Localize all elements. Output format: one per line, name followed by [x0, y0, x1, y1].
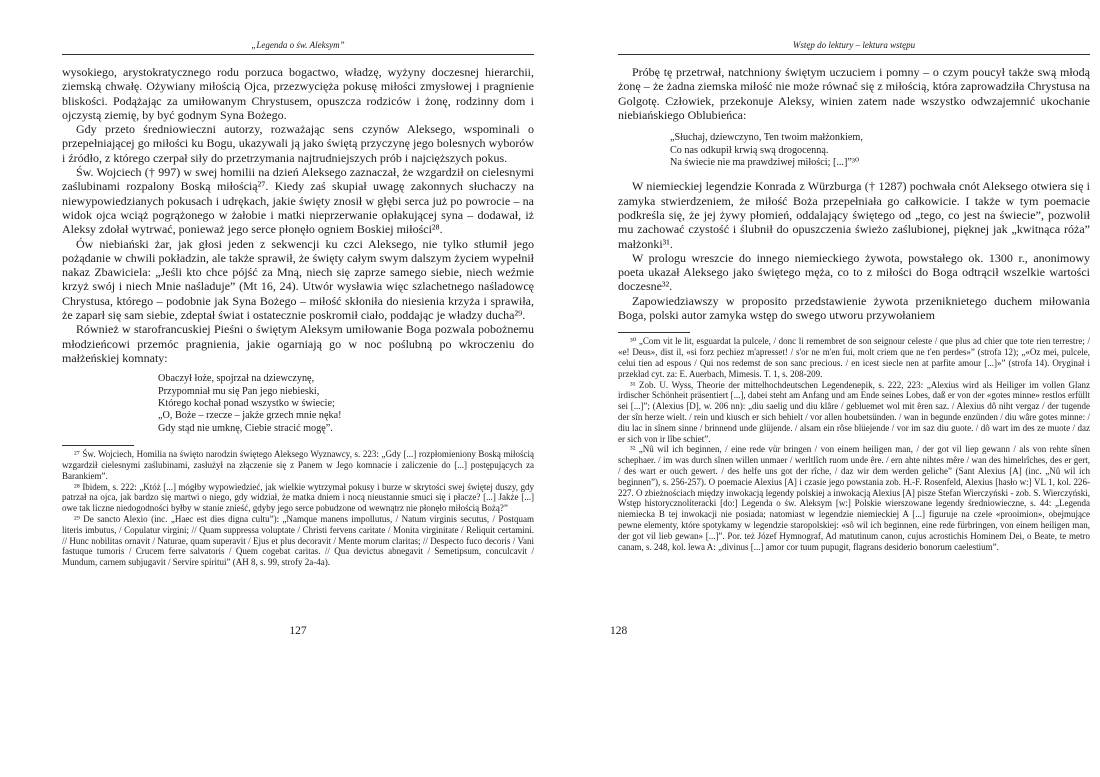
footnote: ³⁰ „Com vit le lit, esguardat la pulcele, / donc li remembret de son seignour celeste / que plus ad chier que tote rien terrestre; / «e! Deus», dist il, «si forz pechiez m'apresset! / s'or ne m'en fui, molt criem que ne t'en perdes»” (strofa 12); „«Oz mei, pulcele, celui tien ad espous / Qui nos redemst de son sanc precious. / en icest siecle nen at parfite amour [...]»” (strofa 14). Oryginał i przekład cyt. za: E. Auerbach, Mimesis. T. 1, s. 208-209.	[618, 336, 1090, 379]
paragraph: Również w starofrancuskiej Pieśni o świętym Aleksym umiłowanie Boga pozwala pobożnemu młodzieńcowi przemóc pragnienia, jakie ogarniają go w noc poślubną po wkroczeniu do małżeńskiej komnaty:	[62, 322, 534, 365]
footnote: ²⁸ Ibidem, s. 222: „Któż [...] mógłby wypowiedzieć, jak wielkie wytrzymał pokusy i burze w skrytości swej świętej duszy, gdy patrzał na ojca, jak bardzo się martwi o niego, gdy widział, że matka dniem i nocą nieustannie smuci się i płacze? [...] Jakże [...] owe tak liczne niedogodności byłby w stanie znieść, gdyby jego serce pobudzone od wewnątrz nie płonęło miłością Bożą?”	[62, 481, 534, 514]
left-body	[62, 65, 534, 435]
paragraph: Św. Wojciech († 997) w swej homilii na dzień Aleksego zaznaczał, że wzgardził on cielesnymi zaślubinami rozpalony Boską miłością²⁷. Kiedy zaś skupiał uwagę zakonnych słuchaczy na niewypowiedzianych pokusach i udrękach, jakie święty znosił w głębi serca już po powrocie – na widok ojca wciąż pogrążonego w żałobie i matki nieprzerwanie opłakującej syna – dodawał, iż Aleksy zdołał wytrwać, ponieważ jego serce płonęło ogniem Boskiej miłości²⁸.	[62, 165, 534, 237]
paragraph: Próbę tę przetrwał, natchniony świętym uczuciem i pomny – o czym poucył także swą młodą żonę – że żadna ziemska miłość nie może równać się z miłością, która zaprowadziła Chrystusa na Golgotę. Człowiek, przekonuje Aleksy, winien zatem nade wszystko odwzajemnić ukochanie niebiańskiego Oblubieńca:	[618, 65, 1090, 122]
footnote: ³² „Nû wil ich beginnen, / eine rede vür bringen / von einem heiligen man, / der got vil liep gewann / als von rehte sînen schephaer. / im was durch sînen willen unmaer / werltlîch ruom unde êre. / ern ahte nihtes mêre / wan des himelrîches, des er gert, / des wart er ouch gewert. / des helfe uns got der rîche, / daz wir dem werden geliche” (Sant Alexius [A] (inc. „Nû wil ich beginnen”), s. 256-257). O poemacie Alexius [A] i czasie jego powstania zob. H.-F. Rosenfeld, Alexius [hasło w:] VL 1, kol. 226-227. O zbieżnościach między inwokacją legendy polskiej a inwokacją Alexius [A] pisze Stefan Wierczyński - zob. S. Wierczyński, Wstęp historycznoliteracki [do:] Legenda o św. Aleksym [w:] Polskie wierszowane legendy średniowieczne, s. 44: „Legenda niemiecka B tej inwokacji nie posiada; natomiast w legendzie niemieckiej A [...] figuruje na czele «prooimion», obejmujące pewne elementy, które spotykamy w legendzie staropolskiej: «sô wil ich beginnen, eine rede fürbringen, von einem heiligen man, der got vil lieb gewan» [...]”. Por. też Józef Hymnograf, Ad matutinum canon, cujus acrostichis Hominem Dei, o Beate, te metro canam, s. 248, kol. lewa A: „divinus [...] amor cor tuum pupugit, flagrans desiderio bonorum caelestium”.	[618, 444, 1090, 552]
footnote-rule	[618, 332, 690, 333]
footnotes-left	[62, 449, 534, 568]
paragraph: Ów niebiański żar, jak głosi jeden z sekwencji ku czci Aleksego, nie tylko stłumił jego pożądanie w chwili pokładzin, ale także sprawił, że święty całym swym dalszym życiem wypełnił nakaz Zbawiciela: „Jeśli kto chce pójść za Mną, niech się zaprze samego siebie, niech weźmie krzyż swój i niech Mnie naśladuje” (Mt 16, 24). Utwór wysławia więc szlachetnego naśladowcę Chrystusa, którego – podobnie jak Syna Bożego – miłość skłoniła do niesienia krzyża i sprawiła, że zaparł się sam siebie, zdeptał świat i ostatecznie poskromił ciało, poddając je władzy ducha²⁹.	[62, 236, 534, 323]
footnote-rule	[62, 445, 134, 446]
footnote: ³¹ Zob. U. Wyss, Theorie der mittelhochdeutschen Legendenepik, s. 222, 223: „Alexius wird als Heiliger im vollen Glanz irdischer Schönheit präsentiert [...], dabei steht am Anfang und am Ende seines Lobes, daß er von der «gotes minne» restlos erfüllt sei [...]”; (Alexius [D], w. 206 nn): „diu saelig und diu klâre / gebluemet wol mit êren saz. / Alexius dô niht vergaz / der tugende der sîn herze wielt. / rein und kiusch er sich behielt / vor allen houbetsünden. / wan in begunde enzünden / diu wâre gotes minne: / diu lac in sînem sinne / brinnend unde glüjende. / alsam ein rôse blüejende / vor im saz diu guote. / dô wart im des ze muote / daz er sich von ir lîbe schiet”.	[618, 379, 1090, 444]
paragraph: wysokiego, arystokratycznego rodu porzuca bogactwo, władzę, wyżyny doczesnej hierarchii, ziemską chwałę. Ożywiany miłością Ojca, przezwycięża pokusę miłości zmysłowej i pragnienie bliskości. Podążając za umiłowanym Chrystusem, opuszcza rodziców i żonę, rodzinny dom i ojczystą ziemię, by być godnym Syna Bożego.	[62, 65, 534, 122]
footnotes-right	[618, 336, 1090, 552]
paragraph: W prologu wreszcie do innego niemieckiego żywota, powstałego ok. 1300 r., anonimowy poeta ukazał Aleksego jako świętego męża, co to z miłości do Boga odtrącił wszelkie wartości doczesne³².	[618, 250, 1090, 294]
page-number-text: 128	[610, 625, 628, 637]
page-number-right	[610, 625, 1090, 637]
verse-quote: Obaczył łoże, spojrzał na dziewczynę, Przypomniał mu się Pan jego niebieski, Którego kochał ponad wszystko w świecie; „O, Boże – rzecze – jakże grzech mnie nęka! Gdy stąd nie umknę, Ciebie stracić mogę”.	[158, 373, 342, 434]
paragraph: W niemieckiej legendzie Konrada z Würzburga († 1287) pochwała cnót Aleksego otwiera się i zamyka stwierdzeniem, że miłość Boża przepełniała go całkowicie. I także w tym poemacie podkreśla się, że jej żywy płomień, oddalający świętego od „tego, co jest na świecie”, pozwolił mu zachować czystość i ślubnił do opuszczenia świeżo zaślubionej, pięknej jak „kwitnąca róża” małżonki³¹.	[618, 179, 1090, 251]
verse-quote: „Słuchaj, dziewczyno, Ten twoim małżonkiem, Co nas odkupił krwią swą drogocenną. Na świecie nie ma prawdziwej miłości; [...]”³⁰	[670, 132, 863, 168]
footnote: ²⁹ De sancto Alexio (inc. „Haec est dies digna cultu”): „Namque manens impollutus, / Natum virginis secutus, / Postquam literis imbutus, / Copulatur virgini; // Quam suppressa voluptate / Christi fervens caritate / Monita virginitate / Reliquit certamini. // Hunc nobilitas ornavit / Naturae, quam superavit / Ejus et plus decoravit / Mente morum claritas; // Despecto fuco decoris / Vani fastuque tumoris / Crucem ferre salvatoris / Quem cogebat caritas. // Qua devictus abnegavit / Semetipsum, conculcavit / Mundum, carnem subjugavit / Servire spiritui” (AH 8, s. 99, strofy 2a-4a).	[62, 514, 534, 568]
footnote: ²⁷ Św. Wojciech, Homilia na święto narodzin świętego Aleksego Wyznawcy, s. 223: „Gdy [...] rozpłomieniony Boską miłością wzgardził cielesnymi zaślubinami, zasłużył na złączenie się z Panem w Jego komnacie i zaliczenie do [...] postępujących za Barankiem”.	[62, 449, 534, 481]
paragraph: Zapowiedziawszy w proposito przedstawienie żywota przeniknietego duchem miłowania Boga, polski autor zamyka wstęp do swego utworu przywołaniem	[618, 293, 1090, 323]
right-body	[618, 65, 1090, 322]
running-head-right: Wstęp do lektury – lektura wstępu	[618, 40, 1090, 55]
running-head-left: „Legenda o św. Aleksym”	[62, 40, 534, 55]
paragraph: Gdy przeto średniowieczni autorzy, rozważając sens czynów Aleksego, wspominali o przepełniającej go miłości ku Bogu, ukazywali ją jako świętą przyczynę jego bolesnych wyborów i źródło, z którego czerpał siły do przetrzymania najtrudniejszych prób i najcięższych pokus.	[62, 122, 534, 165]
page-number-left: 127	[289, 625, 307, 637]
